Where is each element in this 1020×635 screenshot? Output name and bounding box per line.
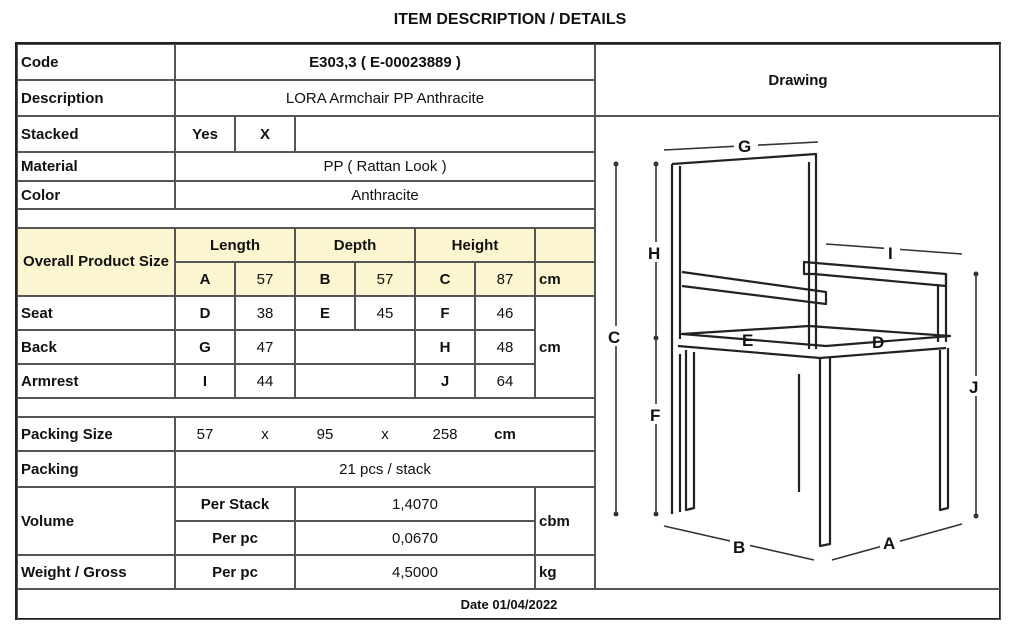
packing-size-unit: cm bbox=[494, 425, 516, 443]
drawing-letter-a: A bbox=[883, 534, 896, 553]
material-label: Material bbox=[17, 152, 175, 181]
packing-times-2: x bbox=[381, 425, 389, 443]
color-value: Anthracite bbox=[175, 181, 595, 209]
dim-h-value: 48 bbox=[475, 330, 535, 364]
weight-value: 4,5000 bbox=[295, 555, 535, 589]
overall-size-label: Overall Product Size bbox=[17, 228, 175, 296]
drawing-letter-j: J bbox=[969, 378, 979, 397]
material-value: PP ( Rattan Look ) bbox=[175, 152, 595, 181]
drawing-letter-g: G bbox=[738, 137, 752, 156]
dim-f-label: F bbox=[415, 296, 475, 330]
footer-date: Date 01/04/2022 bbox=[17, 589, 1001, 620]
front-right-leg bbox=[940, 348, 948, 510]
armrest-label: Armrest bbox=[17, 364, 175, 398]
drawing-header: Drawing bbox=[595, 44, 1001, 116]
packing-size-label: Packing Size bbox=[17, 417, 175, 451]
dim-j-label: J bbox=[415, 364, 475, 398]
dim-h-label: H bbox=[415, 330, 475, 364]
dim-i-value: 44 bbox=[235, 364, 295, 398]
size-unit: cm bbox=[535, 262, 595, 296]
packing-height: 258 bbox=[432, 425, 458, 443]
drawing-letter-d: D bbox=[872, 333, 885, 352]
drawing-letter-c: C bbox=[608, 328, 621, 347]
spacer-row bbox=[17, 209, 595, 228]
dim-d-value: 38 bbox=[235, 296, 295, 330]
dim-d-label: D bbox=[175, 296, 235, 330]
dim-c-label: C bbox=[415, 262, 475, 296]
weight-unit: kg bbox=[535, 555, 595, 589]
right-armrest bbox=[804, 262, 946, 286]
spacer-row-2 bbox=[17, 398, 595, 417]
stacked-empty bbox=[295, 116, 595, 152]
packing-length: 57 bbox=[196, 425, 214, 443]
volume-unit: cbm bbox=[535, 487, 595, 555]
volume-per-pc-value: 0,0670 bbox=[295, 521, 535, 555]
packing-times-1: x bbox=[261, 425, 269, 443]
volume-label: Volume bbox=[17, 487, 175, 555]
dim-a-label: A bbox=[175, 262, 235, 296]
page-title: ITEM DESCRIPTION / DETAILS bbox=[393, 11, 627, 28]
dim-f-value: 46 bbox=[475, 296, 535, 330]
dim-b-label: B bbox=[295, 262, 355, 296]
size-header-empty bbox=[535, 228, 595, 262]
dim-b-value: 57 bbox=[355, 262, 415, 296]
color-label: Color bbox=[17, 181, 175, 209]
back-right-leg bbox=[686, 350, 694, 510]
back-empty bbox=[295, 330, 415, 364]
front-left-leg bbox=[820, 358, 830, 546]
dim-j-value: 64 bbox=[475, 364, 535, 398]
dim-a-value: 57 bbox=[235, 262, 295, 296]
stacked-mark: X bbox=[235, 116, 295, 152]
packing-value: 21 pcs / stack bbox=[175, 451, 595, 487]
back-label: Back bbox=[17, 330, 175, 364]
backrest-frame bbox=[672, 154, 816, 349]
drawing-letter-e: E bbox=[742, 331, 754, 350]
weight-label: Weight / Gross bbox=[17, 555, 175, 589]
volume-per-stack-label: Per Stack bbox=[175, 487, 295, 521]
packing-width: 95 bbox=[316, 425, 334, 443]
description-value: LORA Armchair PP Anthracite bbox=[175, 80, 595, 116]
stacked-label: Stacked bbox=[17, 116, 175, 152]
chair-drawing-svg bbox=[594, 114, 1001, 586]
packing-label: Packing bbox=[17, 451, 175, 487]
drawing-letter-h: H bbox=[648, 244, 661, 263]
dim-e-label: E bbox=[295, 296, 355, 330]
dim-i-label: I bbox=[175, 364, 235, 398]
weight-per-pc-label: Per pc bbox=[175, 555, 295, 589]
left-armrest bbox=[682, 272, 826, 304]
depth-header: Depth bbox=[295, 228, 415, 262]
description-label: Description bbox=[17, 80, 175, 116]
drawing-letter-b: B bbox=[733, 538, 746, 557]
chair-drawing bbox=[594, 114, 1001, 586]
length-header: Length bbox=[175, 228, 295, 262]
dim-g-label: G bbox=[175, 330, 235, 364]
volume-per-stack-value: 1,4070 bbox=[295, 487, 535, 521]
dim-g-value: 47 bbox=[235, 330, 295, 364]
stacked-yes: Yes bbox=[175, 116, 235, 152]
dims-unit: cm bbox=[535, 296, 595, 398]
drawing-letter-f: F bbox=[650, 406, 661, 425]
dim-c-value: 87 bbox=[475, 262, 535, 296]
armrest-empty bbox=[295, 364, 415, 398]
height-header: Height bbox=[415, 228, 535, 262]
code-label: Code bbox=[17, 44, 175, 80]
code-value: E303,3 ( E-00023889 ) bbox=[175, 44, 595, 80]
seat-label: Seat bbox=[17, 296, 175, 330]
dim-e-value: 45 bbox=[355, 296, 415, 330]
volume-per-pc-label: Per pc bbox=[175, 521, 295, 555]
drawing-letter-i: I bbox=[888, 244, 893, 263]
